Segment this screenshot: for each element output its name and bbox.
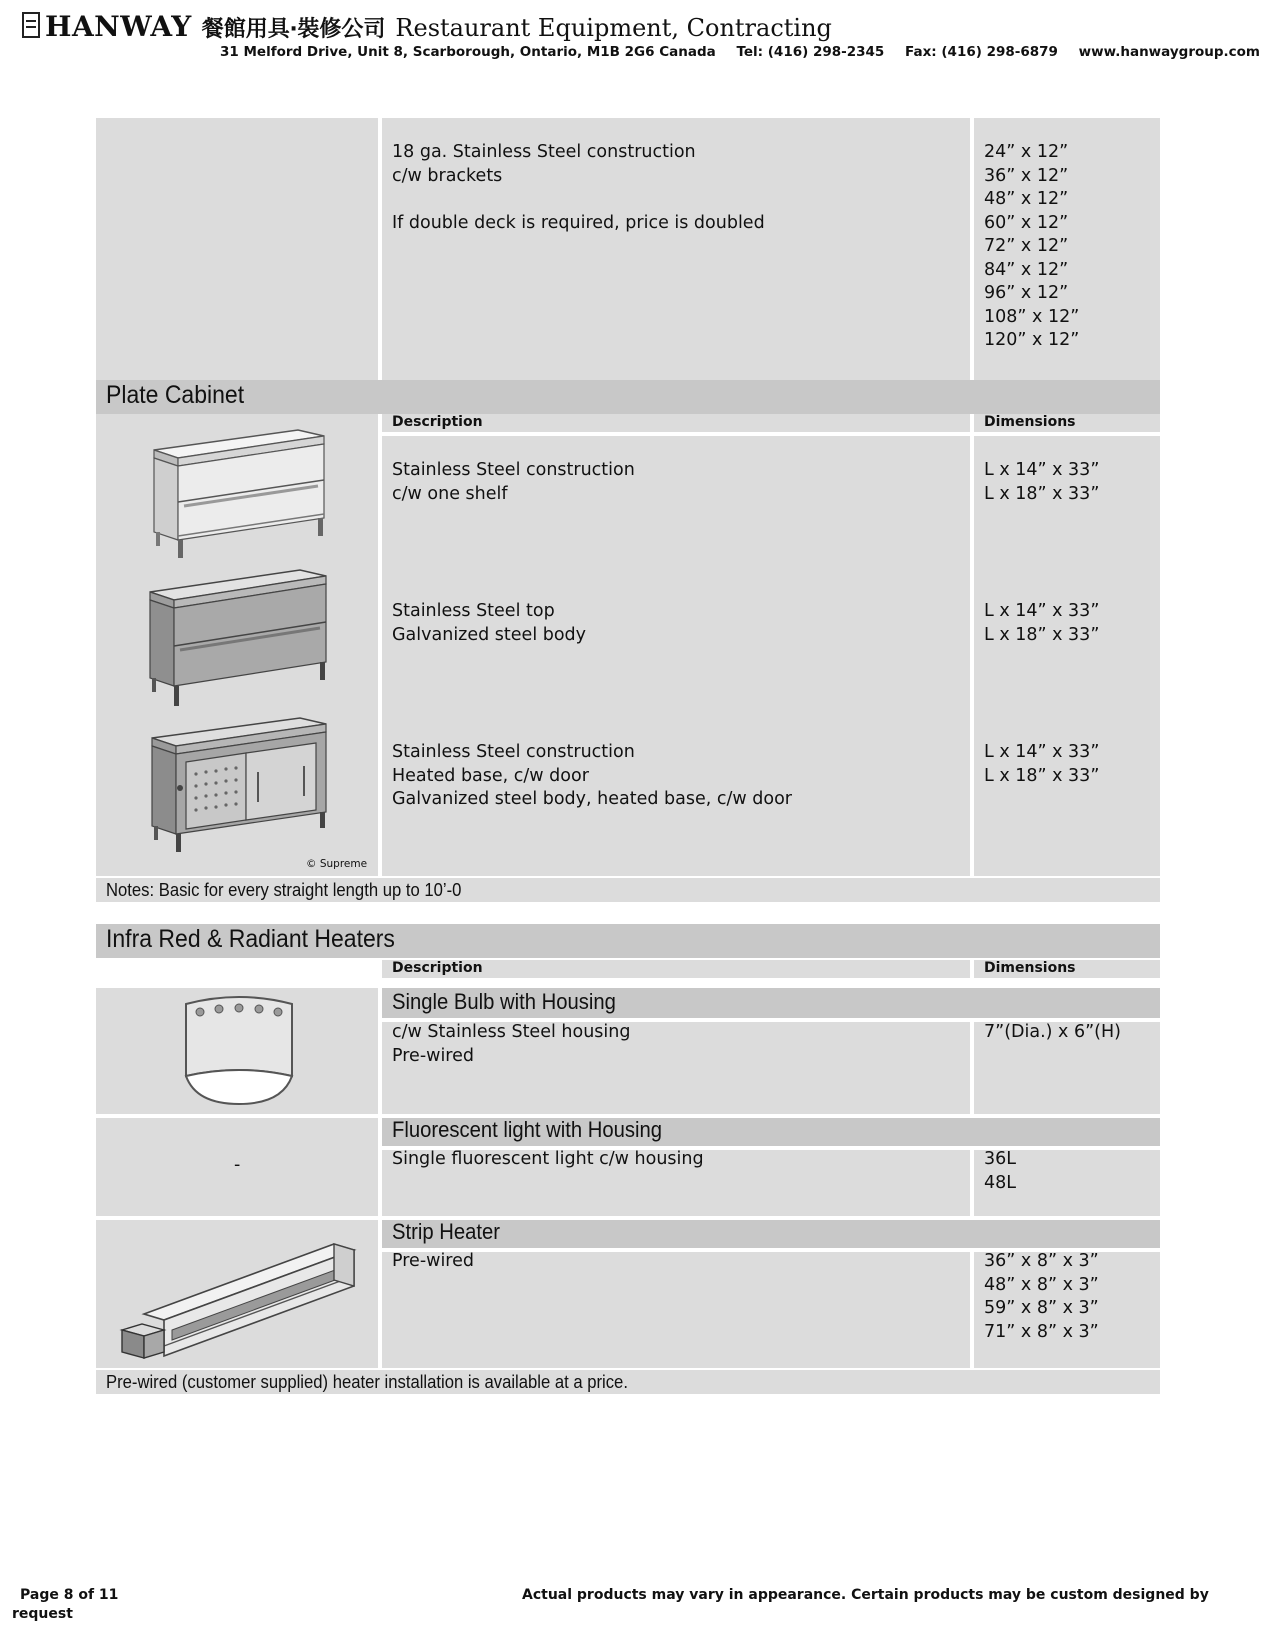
plate-cabinet-title-band (96, 380, 1160, 414)
plate-cabinet-title: Plate Cabinet (106, 381, 245, 409)
heater-2-dimensions: 36L 48L (984, 1149, 1017, 1193)
heater-2-name: Fluorescent light with Housing (392, 1117, 663, 1142)
plate-cabinet-item-1-description: Stainless Steel construction c/w one shelf (392, 460, 635, 504)
company-name: HANWAY (45, 10, 192, 43)
heater-1-description: c/w Stainless Steel housing Pre-wired (392, 1022, 631, 1066)
heater-3-description: Pre-wired (392, 1251, 474, 1271)
heater-3-dimensions: 36” x 8” x 3” 48” x 8” x 3” 59” x 8” x 3” 71” x 8” x 3” (984, 1251, 1099, 1342)
heater-1-name: Single Bulb with Housing (392, 989, 616, 1014)
heater-1-dimensions: 7”(Dia.) x 6”(H) (984, 1022, 1121, 1042)
heater-3-name: Strip Heater (392, 1219, 500, 1244)
address: 31 Melford Drive, Unit 8, Scarborough, Ontario, M1B 2G6 Canada (220, 44, 716, 60)
footer-disclaimer-continued: request (12, 1606, 73, 1622)
heater-2-image-placeholder: - (234, 1155, 241, 1175)
heaters-title: Infra Red & Radiant Heaters (106, 925, 395, 953)
plate-cabinet-item-2-dimensions: L x 14” x 33” L x 18” x 33” (984, 601, 1100, 645)
image-credit: © Supreme (306, 858, 368, 870)
shelf-description: 18 ga. Stainless Steel construction c/w brackets If double deck is required, price is doubled (392, 142, 765, 233)
plate-cabinet-col-description: Description (392, 414, 483, 430)
heaters-note: Pre-wired (customer supplied) heater installation is available at a price. (106, 1371, 628, 1392)
open-shelf-cabinet-galvanized-image (144, 564, 330, 708)
company-logo-icon (22, 12, 40, 38)
plate-cabinet-item-3-dimensions: L x 14” x 33” L x 18” x 33” (984, 742, 1100, 786)
website: www.hanwaygroup.com (1078, 44, 1260, 60)
strip-heater-image (118, 1234, 358, 1360)
heated-cabinet-sliding-doors-image (146, 712, 330, 854)
page-number: Page 8 of 11 (20, 1587, 119, 1603)
heaters-col-description: Description (392, 960, 483, 976)
letterhead (22, 10, 1262, 60)
company-tagline: Restaurant Equipment, Contracting (395, 14, 832, 42)
plate-cabinet-item-1-dimensions: L x 14” x 33” L x 18” x 33” (984, 460, 1100, 504)
plate-cabinet-item-2-description: Stainless Steel top Galvanized steel body (392, 601, 587, 645)
heaters-col-dimensions: Dimensions (984, 960, 1076, 976)
plate-cabinet-note: Notes: Basic for every straight length up to 10’-0 (106, 879, 462, 900)
contact-line (220, 44, 1262, 60)
heater-2-description: Single fluorescent light c/w housing (392, 1149, 704, 1169)
footer-disclaimer: Actual products may vary in appearance. Certain products may be custom designed by (522, 1587, 1209, 1603)
shelf-dimensions: 24” x 12” 36” x 12” 48” x 12” 60” x 12” 72” x 12” 84” x 12” 96” x 12” 108” x 12” 120” x 12” (984, 142, 1080, 350)
bulb-housing-image (182, 994, 296, 1106)
plate-cabinet-item-3-description: Stainless Steel construction Heated base, c/w door Galvanized steel body, heated base, c/w door (392, 742, 792, 809)
plate-cabinet-col-dimensions: Dimensions (984, 414, 1076, 430)
open-shelf-cabinet-stainless-image (148, 424, 328, 560)
company-name-chinese: 餐館用具‧裝修公司 (201, 17, 386, 42)
fax: Fax: (416) 298-6879 (905, 44, 1058, 60)
telephone: Tel: (416) 298-2345 (736, 44, 885, 60)
